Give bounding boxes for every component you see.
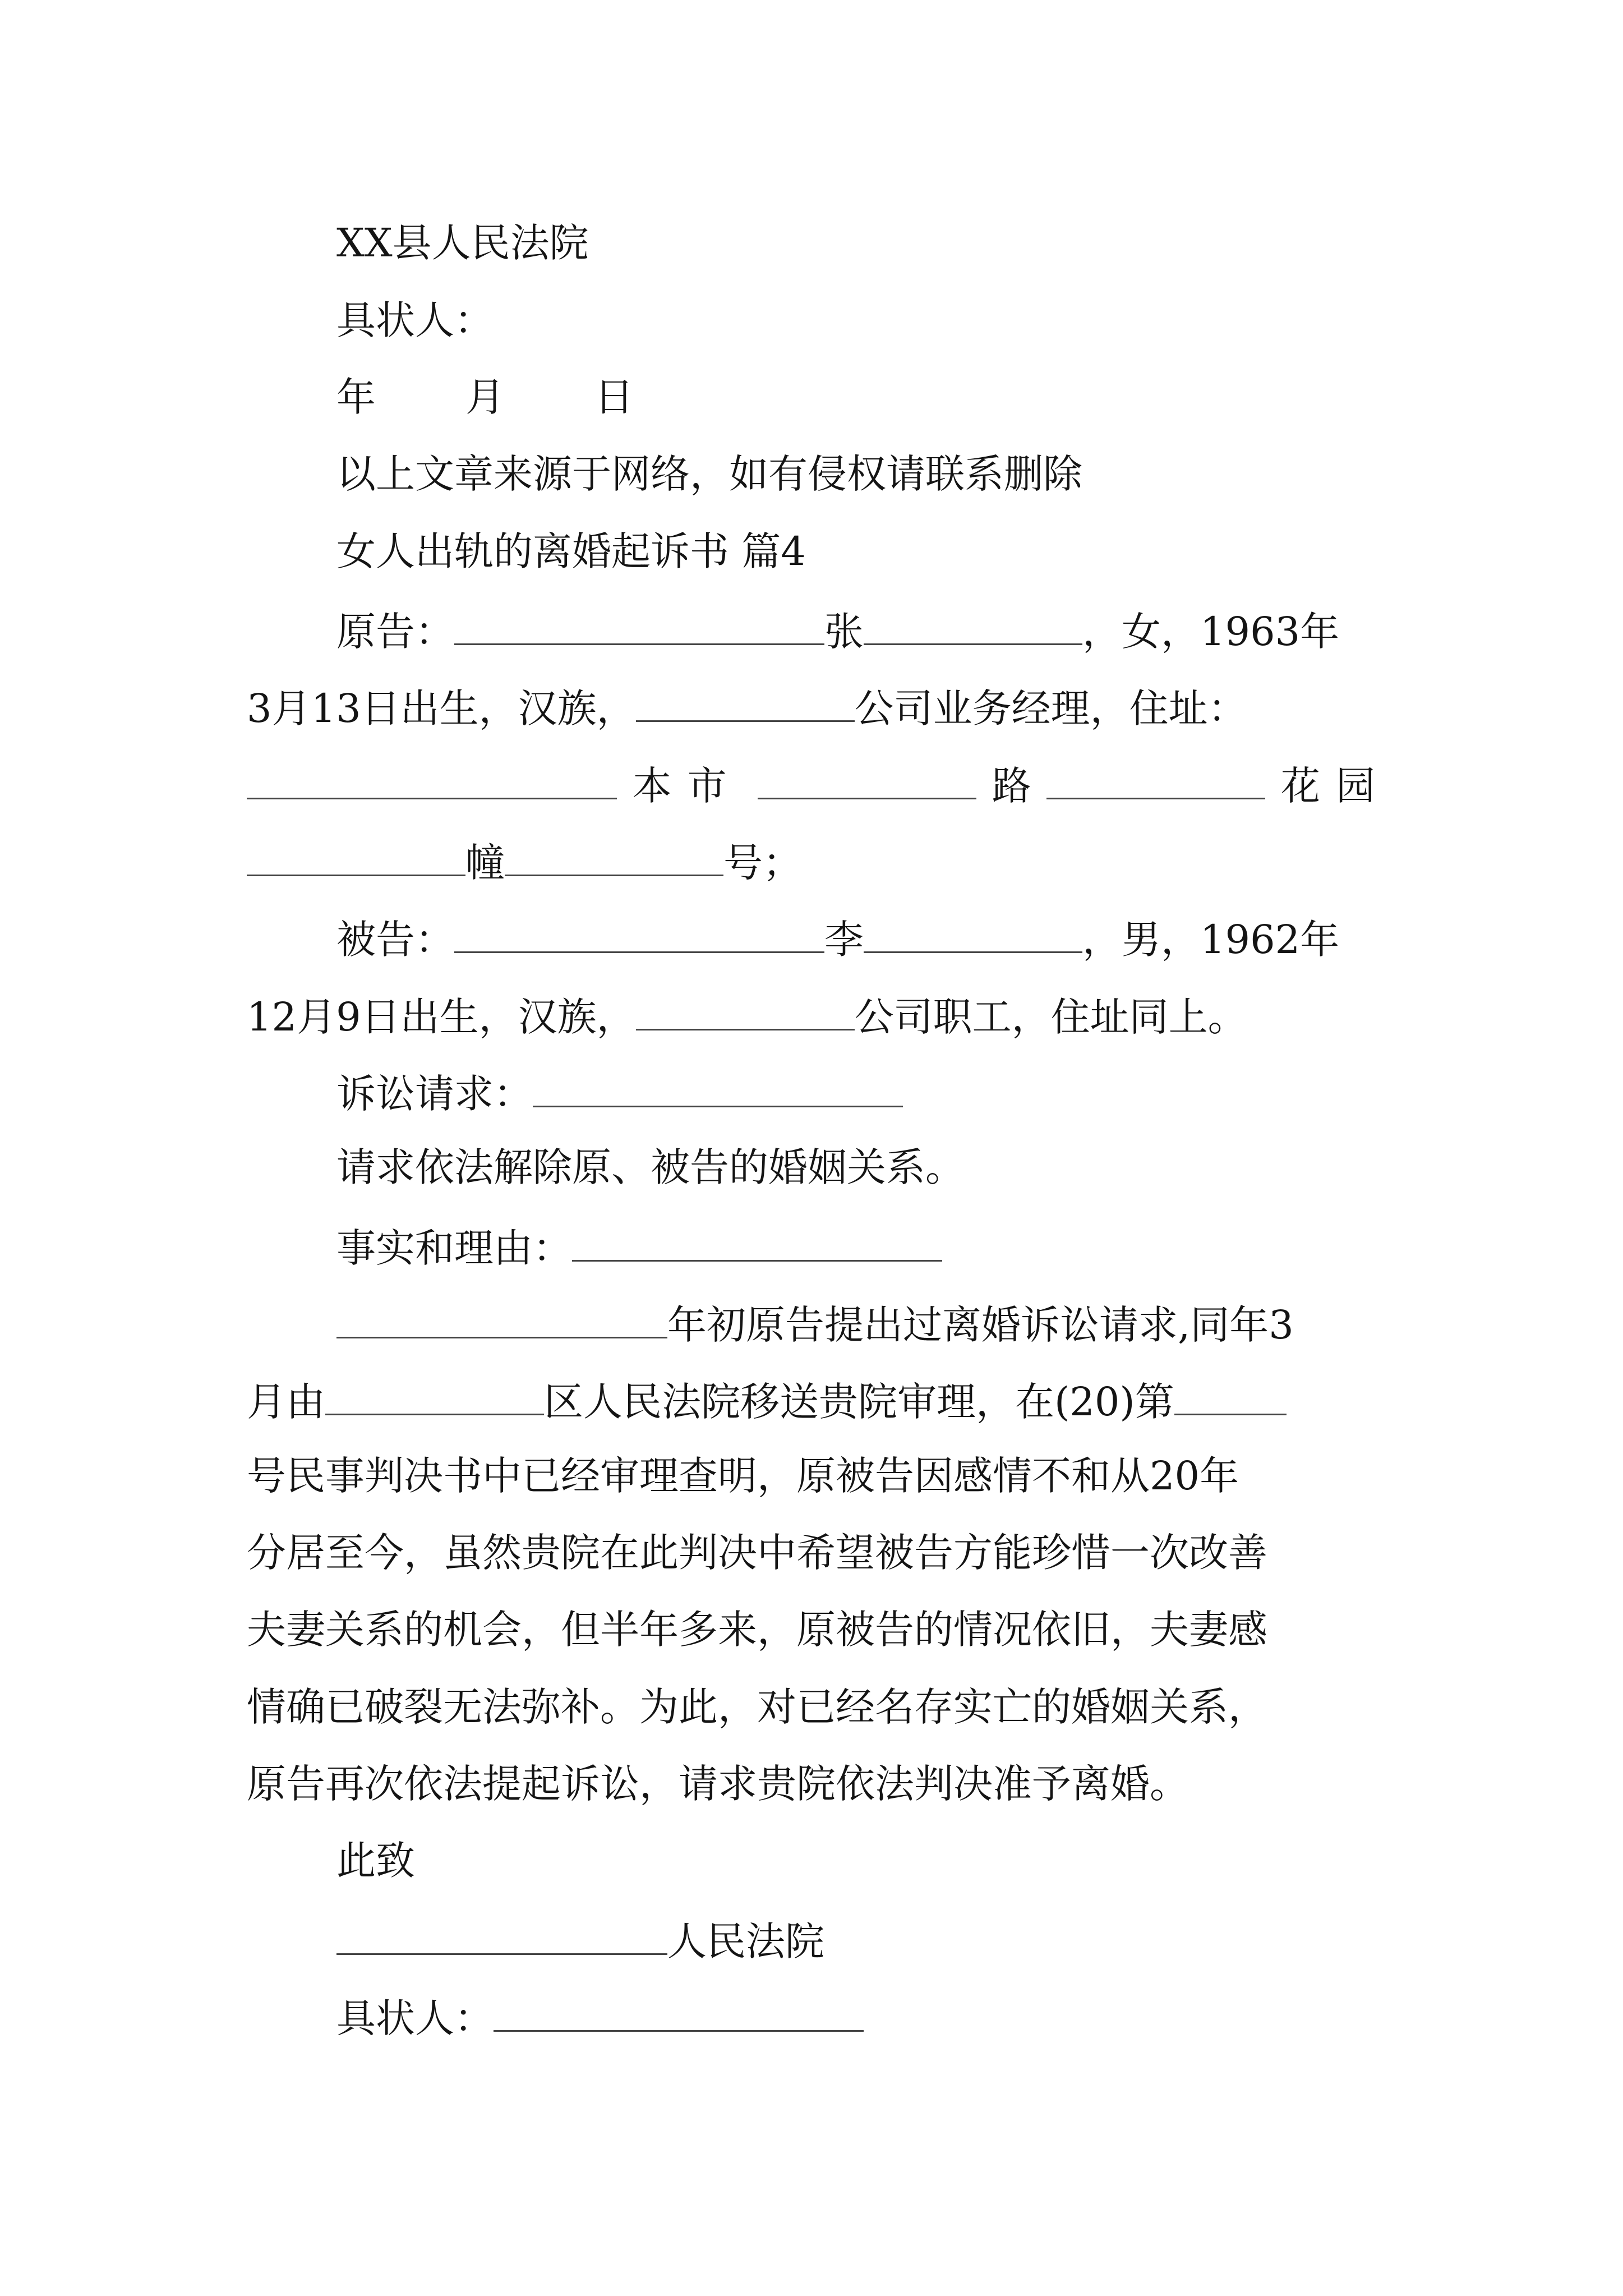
facts-line-6: 情确已破裂无法弥补。为此，对已经名存实亡的婚姻关系， (247, 1684, 1267, 1730)
blank-field (454, 609, 824, 645)
blank-field (636, 685, 855, 722)
blank-field (336, 1918, 667, 1955)
blank-field (636, 994, 855, 1030)
plaintiff-line-4: 幢 号； (247, 840, 1391, 882)
blank-field (572, 1225, 942, 1262)
blank-field (864, 609, 1082, 645)
blank-field (247, 840, 465, 876)
claims-label-line: 诉讼请求： (247, 1071, 1391, 1114)
facts-line-1: 年初原告提出过离婚诉讼请求,同年3 (247, 1302, 1391, 1345)
court-heading: XX县人民法院 (336, 220, 589, 266)
closing-line: 此致 (336, 1838, 415, 1884)
facts-line-4: 分居至今，虽然贵院在此判决中希望被告方能珍惜一次改善 (247, 1530, 1267, 1576)
plaintiff-address-line: 本市 路 花园 (247, 763, 1391, 806)
blank-field (1174, 1379, 1287, 1415)
blank-field (247, 763, 617, 799)
claims-text: 请求依法解除原、被告的婚姻关系。 (336, 1144, 965, 1190)
facts-line-7: 原告再次依法提起诉讼，请求贵院依法判决准予离婚。 (247, 1761, 1189, 1807)
court-line: 人民法院 (247, 1918, 1391, 1961)
blank-field (533, 1071, 903, 1107)
date-line: 年 月 日 (336, 374, 634, 420)
plaintiff-line-2: 3月13日出生，汉族， 公司业务经理，住址： (247, 685, 1247, 731)
blank-field (325, 1379, 544, 1415)
blank-field (1046, 763, 1265, 799)
blank-field (494, 1995, 864, 2032)
defendant-line-2: 12月9日出生，汉族， 公司职工，住址同上。 (247, 994, 1247, 1040)
plaintiff-line-1: 原告： 张 ，女，1963年 (336, 609, 1340, 655)
facts-line-3: 号民事判决书中已经审理查明，原被告因感情不和从20年 (247, 1453, 1239, 1499)
defendant-line-1: 被告： 李 ，男，1962年 (336, 917, 1340, 963)
blank-field (336, 1302, 667, 1338)
signer-line-bottom: 具状人： (247, 1995, 1391, 2038)
facts-line-5: 夫妻关系的机会，但半年多来，原被告的情况依旧，夫妻感 (247, 1607, 1267, 1653)
facts-label-line: 事实和理由： (247, 1225, 1391, 1268)
source-note: 以上文章来源于网络，如有侵权请联系删除 (336, 451, 1082, 497)
blank-field (758, 763, 976, 799)
section-title: 女人出轨的离婚起诉书 篇4 (336, 528, 806, 574)
facts-line-2: 月由 区人民法院移送贵院审理，在(20)第 (247, 1379, 1391, 1421)
blank-field (454, 917, 824, 953)
signer-line: 具状人： (336, 297, 494, 343)
blank-field (505, 840, 723, 876)
blank-field (864, 917, 1082, 953)
